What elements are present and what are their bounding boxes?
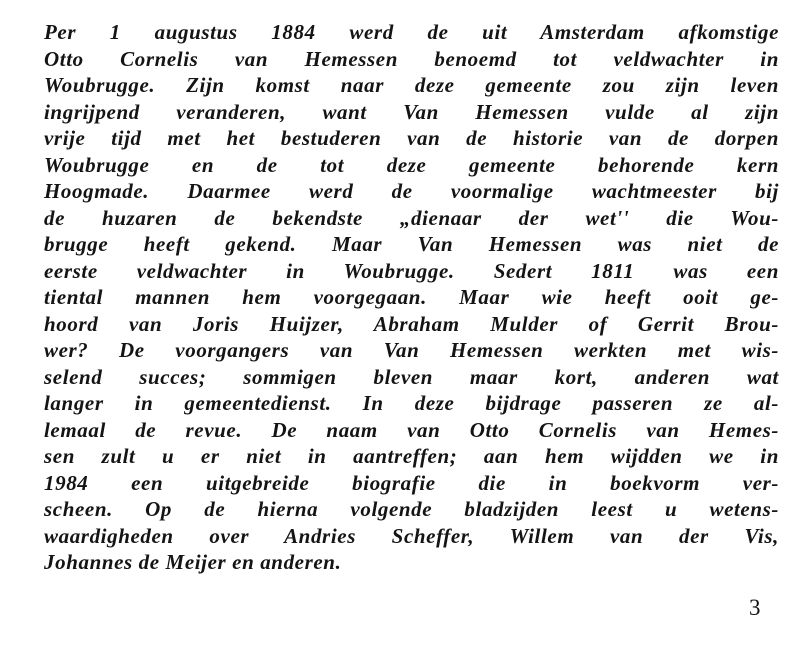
paragraph-line: Per 1 augustus 1884 werd de uit Amsterdam afkomstige [44, 20, 779, 44]
page-number: 3 [749, 595, 761, 620]
paragraph-line: lemaal de revue. De naam van Otto Cornelis van Hemes- [44, 417, 779, 442]
paragraph-line: langer in gemeentedienst. In deze bijdrage passeren ze al- [44, 391, 779, 415]
paragraph-line: Hoogmade. Daarmee werd de voormalige wachtmeester bij [44, 179, 779, 203]
paragraph-line: Woubrugge. Zijn komst naar deze gemeente zou zijn leven [44, 73, 779, 97]
paragraph-line: 1984 een uitgebreide biografie die in boekvorm ver- [44, 470, 779, 495]
paragraph-line: wer? De voorgangers van Van Hemessen werkten met wis- [44, 338, 779, 362]
paragraph-line: de huzaren de bekendste „dienaar der wet'' die Wou- [44, 205, 779, 230]
paragraph-line: waardigheden over Andries Scheffer, Willem van der Vis, [44, 523, 779, 548]
paragraph-line: sen zult u er niet in aantreffen; aan hem wijdden we in [44, 444, 779, 468]
paragraph-line: tiental mannen hem voorgegaan. Maar wie heeft ooit ge- [44, 285, 779, 309]
paragraph-line: scheen. Op de hierna volgende bladzijden leest u wetens- [44, 497, 779, 521]
paragraph-line: brugge heeft gekend. Maar Van Hemessen was niet de [44, 232, 779, 256]
paragraph-line: vrije tijd met het bestuderen van de historie van de dorpen [44, 126, 779, 150]
paragraph-line: selend succes; sommigen bleven maar kort, anderen wat [44, 364, 779, 389]
paragraph-line: eerste veldwachter in Woubrugge. Sedert 1811 was een [44, 258, 779, 283]
paragraph-line: Johannes de Meijer en anderen. [44, 550, 342, 574]
paragraph-line: hoord van Joris Huijzer, Abraham Mulder of Gerrit Brou- [44, 311, 779, 336]
paragraph-line: ingrijpend veranderen, want Van Hemessen vulde al zijn [44, 99, 779, 124]
paragraph-line: Woubrugge en de tot deze gemeente behorende kern [44, 152, 779, 177]
paragraph-line: Otto Cornelis van Hemessen benoemd tot veldwachter in [44, 46, 779, 71]
body-paragraph [44, 19, 779, 576]
